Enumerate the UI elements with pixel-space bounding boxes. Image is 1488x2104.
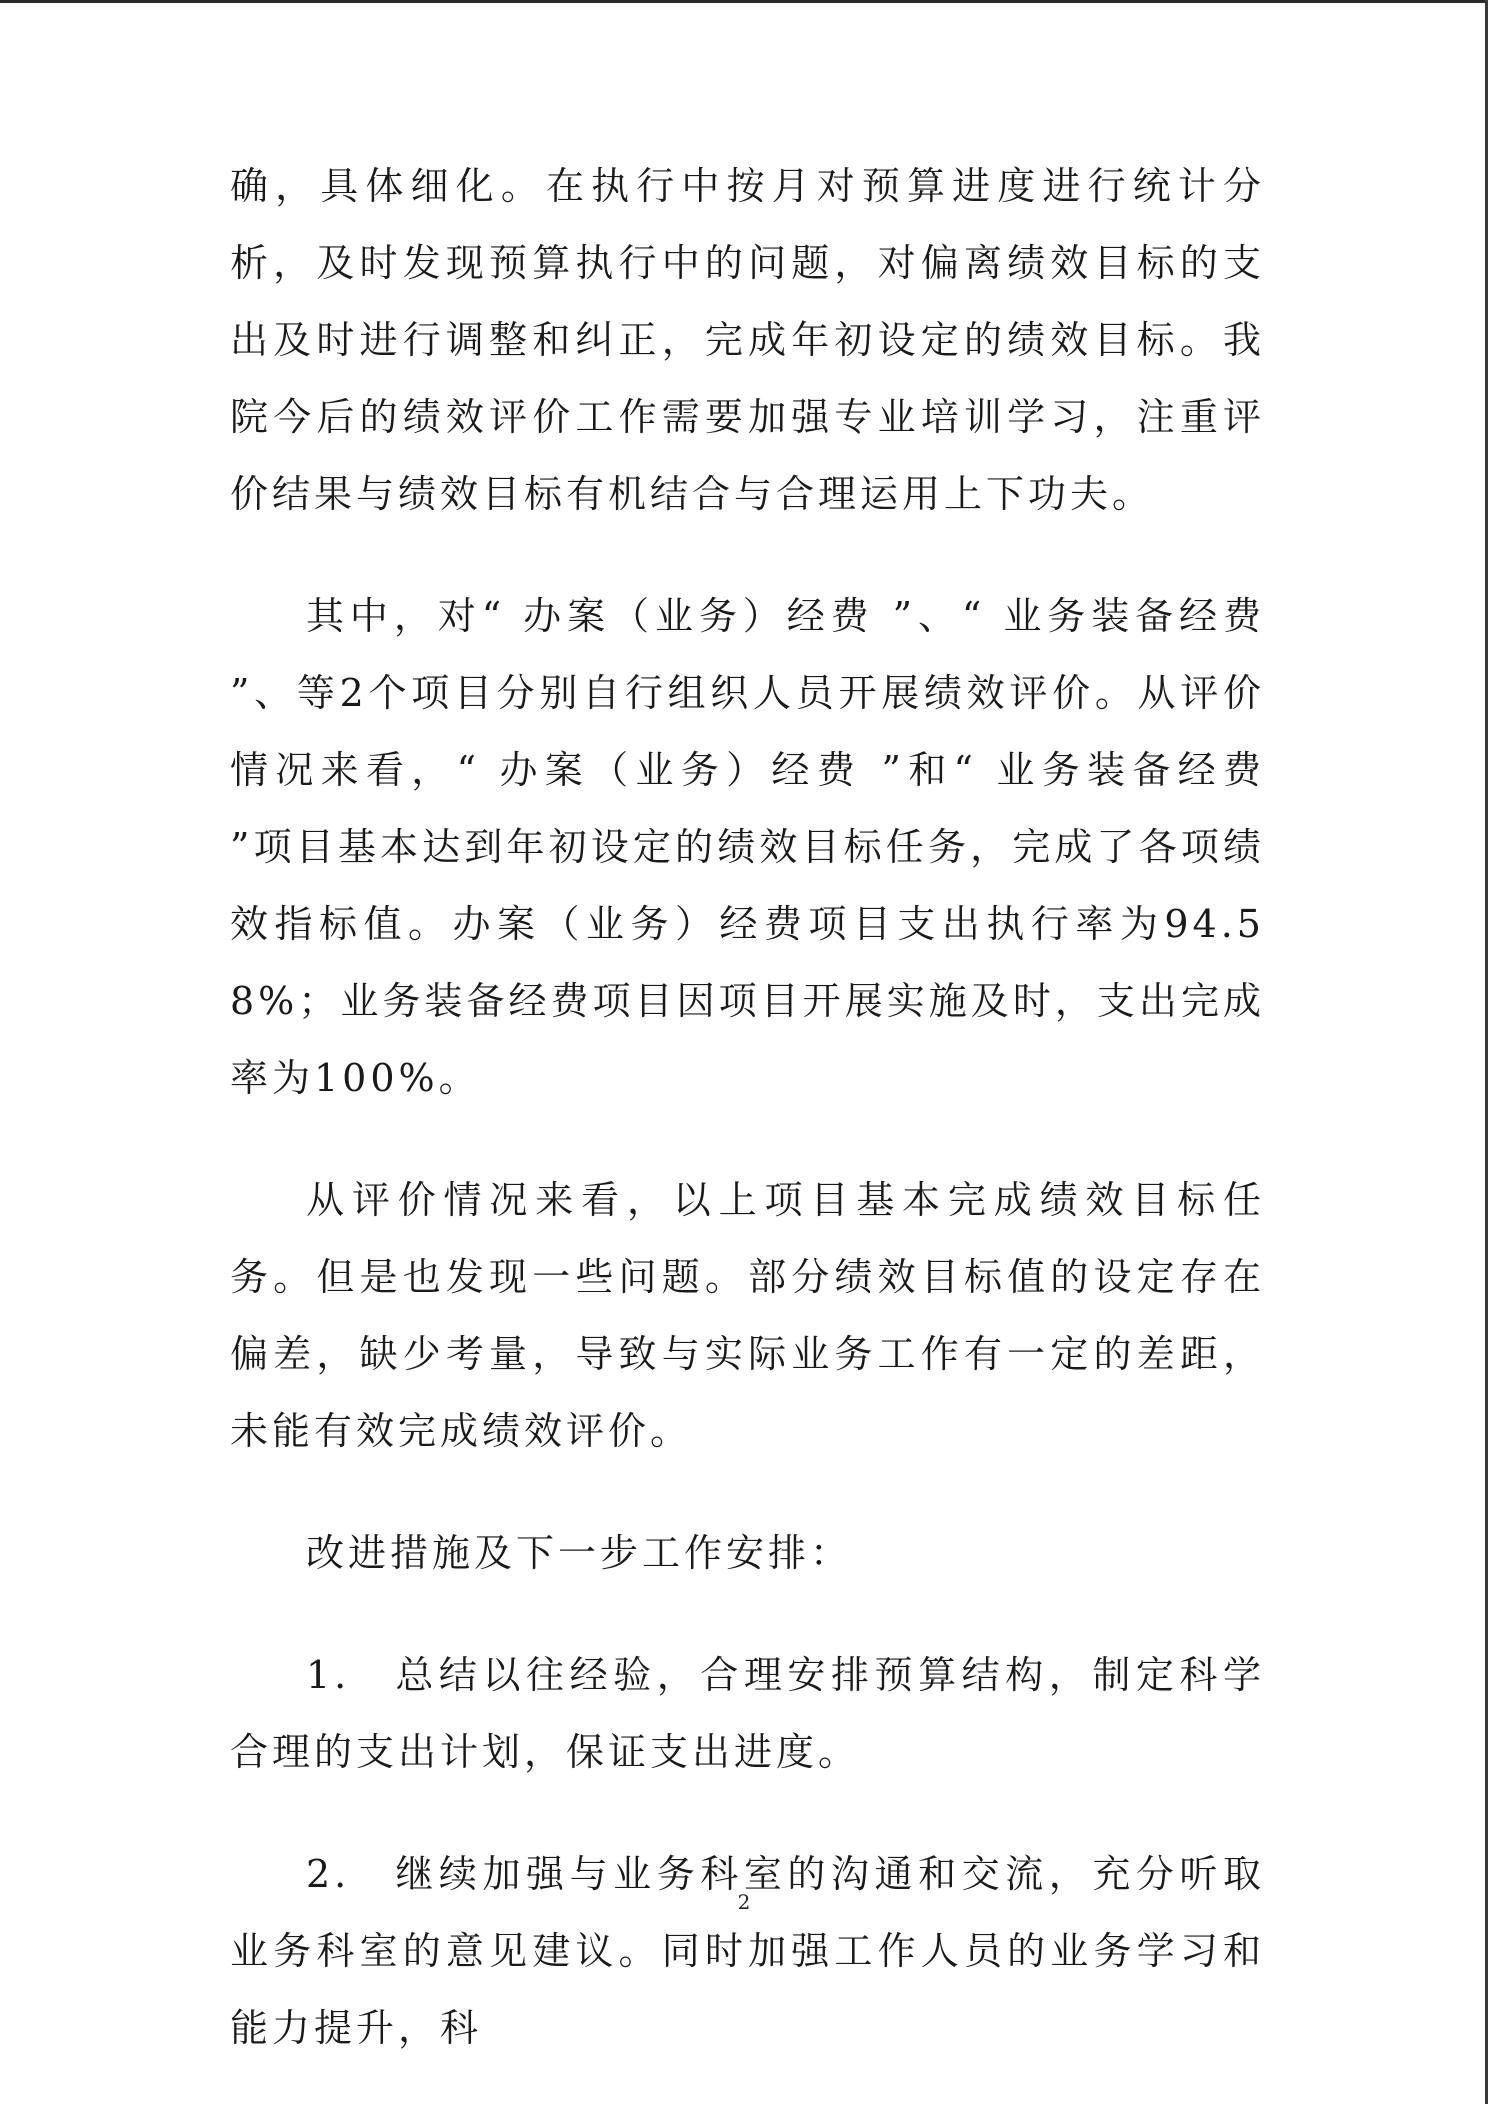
scan-edge-top [0,0,1488,3]
paragraph-improvement-heading: 改进措施及下一步工作安排： [306,1531,853,1575]
paragraph-project-evaluation: 其中，对“ 办案（业务）经费 ”、“ 业务装备经费 ”、等2个项目分别自行组织人员开展绩效评价。从评价情况来看，“ 办案（业务）经费 ”和“ 业务装备经费 ”项目基本达到年初设定的绩效目标任务，完成了各项绩效指标值。办案（业务）经费项目支出执行率为94.58%；业务装备经费项目因项目开展实施及时，支出完成率为100%。 [230,594,1265,1100]
list-item-2: 2. 继续加强与业务科室的沟通和交流，充分听取业务科室的意见建议。同时加强工作人员的业务学习和能力提升，科 [230,1852,1265,2050]
document-body [230,148,1265,2067]
page-number: 2 [737,1890,751,1914]
list-item-1: 1. 总结以往经验，合理安排预算结构，制定科学合理的支出计划，保证支出进度。 [230,1653,1265,1774]
paragraph-continuation: 确，具体细化。在执行中按月对预算进度进行统计分析，及时发现预算执行中的问题，对偏离绩效目标的支出及时进行调整和纠正，完成年初设定的绩效目标。我院今后的绩效评价工作需要加强专业培训学习，注重评价结果与绩效目标有机结合与合理运用上下功夫。 [230,164,1265,516]
paragraph-evaluation-issues: 从评价情况来看，以上项目基本完成绩效目标任务。但是也发现一些问题。部分绩效目标值的设定存在偏差，缺少考量，导致与实际业务工作有一定的差距，未能有效完成绩效评价。 [230,1178,1265,1453]
